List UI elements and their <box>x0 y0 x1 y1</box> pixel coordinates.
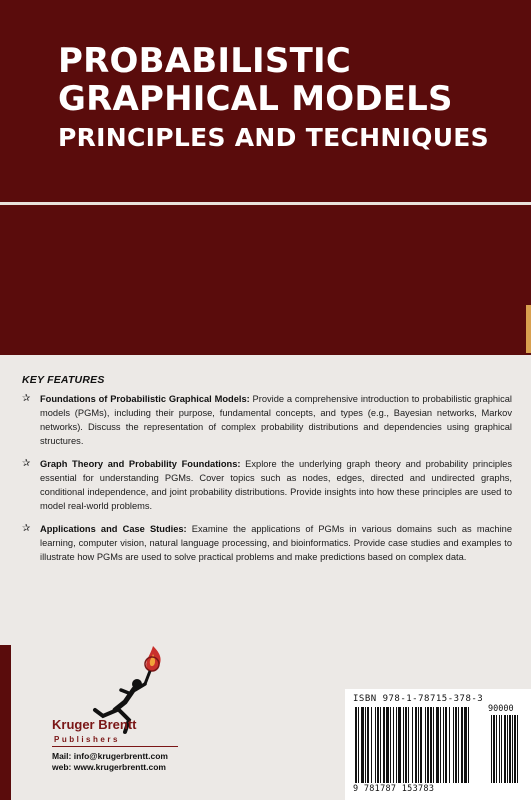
publisher-underline <box>52 746 178 747</box>
left-strip <box>0 645 11 800</box>
barcode-bar <box>514 715 516 783</box>
barcode-bar <box>415 707 417 783</box>
barcode-bar <box>380 707 381 783</box>
barcode-bar <box>377 707 379 783</box>
feature-title: Graph Theory and Probability Foundations: <box>40 459 241 469</box>
barcode-bar <box>383 707 385 783</box>
barcode-bar <box>433 707 434 783</box>
publisher-tagline: Publishers <box>54 735 120 744</box>
publisher-web: web: www.krugerbrentt.com <box>52 762 166 772</box>
barcode-bar <box>405 707 407 783</box>
barcode <box>345 689 531 800</box>
isbn-label: ISBN 978-1-78715-378-3 <box>353 694 484 704</box>
barcode-bar <box>425 707 426 783</box>
barcode-bar <box>355 707 357 783</box>
barcode-bar <box>499 715 500 783</box>
barcode-bar <box>436 707 439 783</box>
feature-item <box>22 522 512 564</box>
barcode-bar <box>393 707 394 783</box>
star-icon: ✰ <box>22 458 31 469</box>
back-panel <box>0 355 531 800</box>
barcode-bar <box>491 715 492 783</box>
barcode-bar <box>420 707 422 783</box>
title-line-1: PROBABILISTIC <box>58 41 351 81</box>
barcode-bar <box>365 707 366 783</box>
barcode-bar <box>358 707 359 783</box>
barcode-bars <box>355 707 525 783</box>
barcode-bar <box>468 707 469 783</box>
barcode-bar <box>464 707 467 783</box>
barcode-bar <box>390 707 391 783</box>
barcode-bar <box>445 707 447 783</box>
publisher-brand: Kruger Brentt <box>52 717 137 732</box>
barcode-bar <box>453 707 454 783</box>
barcode-bar <box>375 707 376 783</box>
star-icon: ✰ <box>22 393 31 404</box>
star-icon: ✰ <box>22 523 31 534</box>
edge-accent <box>526 305 531 353</box>
barcode-bar <box>440 707 441 783</box>
barcode-bar <box>461 707 463 783</box>
key-features-heading: KEY FEATURES <box>22 374 105 386</box>
feature-text: Examine the applications of PGMs in various domains such as machine learning, computer vision, natural language processing, and bioinformatics. Provide case studies and examples to illustrate how PGMs are used to solve practical problems and make predictions based on complex data. <box>40 524 512 562</box>
barcode-bar <box>512 715 513 783</box>
book-title <box>58 42 489 152</box>
feature-item <box>22 392 512 448</box>
publisher-mail: Mail: info@krugerbrentt.com <box>52 751 168 761</box>
barcode-bar <box>412 707 413 783</box>
barcode-bar <box>496 715 497 783</box>
barcode-bar <box>367 707 369 783</box>
barcode-number: 9 781787 153783 <box>353 784 435 794</box>
title-line-2: GRAPHICAL MODELS <box>58 79 453 120</box>
title-divider <box>0 202 531 205</box>
barcode-bar <box>398 707 401 783</box>
barcode-bar <box>507 715 508 783</box>
barcode-bar <box>430 707 432 783</box>
feature-list <box>22 392 512 573</box>
publisher-contact <box>52 751 168 773</box>
barcode-bar <box>509 715 511 783</box>
barcode-bar <box>396 707 397 783</box>
barcode-bar <box>517 715 518 783</box>
barcode-bar <box>501 715 502 783</box>
barcode-bar <box>449 707 450 783</box>
feature-title: Foundations of Probabilistic Graphical Models: <box>40 394 250 404</box>
cover-top <box>0 0 531 355</box>
barcode-bar <box>504 715 506 783</box>
feature-text: Explore the underlying graph theory and probability principles essential for understanding PGMs. Cover topics such as nodes, edges, directed and undirected graphs, conditional independence, and joint probability distributions. Provide insights into how these principles are used to model real-world problems. <box>40 459 512 511</box>
feature-text: Provide a comprehensive introduction to probabilistic graphical models (PGMs), including their purpose, fundamental concepts, and types (e.g., Bayesian networks, Markov networks). Discuss the representation of complex probability distributions and dependencies using graphical structures. <box>40 394 512 446</box>
barcode-bar <box>418 707 419 783</box>
barcode-bar <box>493 715 495 783</box>
subtitle: PRINCIPLES AND TECHNIQUES <box>58 123 489 153</box>
barcode-bar <box>455 707 457 783</box>
barcode-bar <box>361 707 364 783</box>
barcode-bar <box>458 707 459 783</box>
barcode-bar <box>443 707 444 783</box>
barcode-bar <box>371 707 372 783</box>
price-code: 90000 <box>488 704 514 714</box>
barcode-bar <box>408 707 409 783</box>
feature-item <box>22 457 512 513</box>
barcode-bar <box>386 707 389 783</box>
barcode-bar <box>403 707 404 783</box>
barcode-bar <box>427 707 429 783</box>
feature-title: Applications and Case Studies: <box>40 524 187 534</box>
